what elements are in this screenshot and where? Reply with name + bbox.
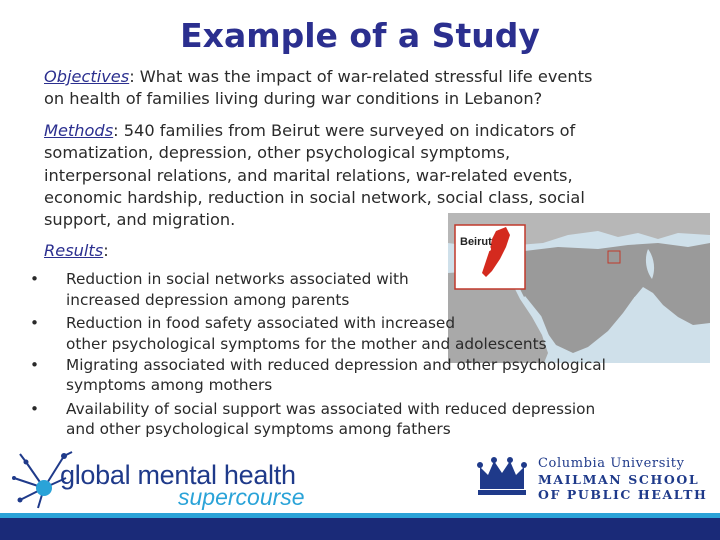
supercourse-wordmark: supercourse: [178, 484, 305, 510]
methods-line-4: economic hardship, reduction in social network, social class, social: [44, 187, 585, 207]
result-bullet-4-line-2: and other psychological symptoms among fathers: [66, 420, 451, 438]
bullet-dot-icon: •: [30, 270, 40, 288]
methods-line-2: somatization, depression, other psychological symptoms,: [44, 143, 511, 163]
methods-label: Methods: [44, 121, 114, 140]
result-bullet-3-line-2: symptoms among mothers: [66, 376, 273, 394]
result-bullet-1-line-1: Reduction in social networks associated with: [66, 270, 409, 288]
objectives-paragraph: [44, 66, 592, 111]
bullet-dot-icon: •: [30, 400, 40, 418]
result-bullet-4-line-1: Availability of social support was associated with reduced depression: [66, 400, 596, 418]
result-bullet-2-line-1: Reduction in food safety associated with increased: [66, 314, 456, 332]
columbia-university-text: Columbia University: [538, 456, 685, 471]
objectives-label: Objectives: [44, 67, 130, 86]
objectives-line-1: : What was the impact of war-related stressful life events: [129, 67, 593, 86]
results-label: Results: [44, 241, 104, 260]
footer-bar: [0, 518, 720, 540]
bullet-dot-icon: •: [30, 314, 40, 332]
methods-line-3: interpersonal relations, and marital relations, war-related events,: [44, 165, 573, 185]
methods-paragraph: [44, 120, 585, 231]
result-bullet-3-line-1: Migrating associated with reduced depression and other psychological: [66, 356, 606, 374]
slide-title: Example of a Study: [180, 16, 540, 55]
methods-line-1: : 540 families from Beirut were surveyed on indicators of: [113, 121, 576, 140]
methods-line-5: support, and migration.: [44, 210, 236, 230]
bullet-dot-icon: •: [30, 356, 40, 374]
objectives-line-2: on health of families living during war conditions in Lebanon?: [44, 89, 543, 109]
results-heading: [44, 240, 109, 262]
public-health-text: OF PUBLIC HEALTH: [538, 487, 708, 502]
results-colon: :: [103, 241, 109, 260]
gmh-rest: lobal mental health: [74, 460, 296, 490]
mailman-school-text: MAILMAN SCHOOL: [538, 472, 700, 487]
result-bullet-2-line-2: other psychological symptoms for the mother and adolescents: [66, 335, 547, 353]
result-bullet-1-line-2: increased depression among parents: [66, 291, 350, 309]
crown-icon: [476, 455, 528, 497]
map-inset-label: Beirut: [460, 236, 492, 248]
gmh-first-letter: g: [60, 460, 75, 490]
